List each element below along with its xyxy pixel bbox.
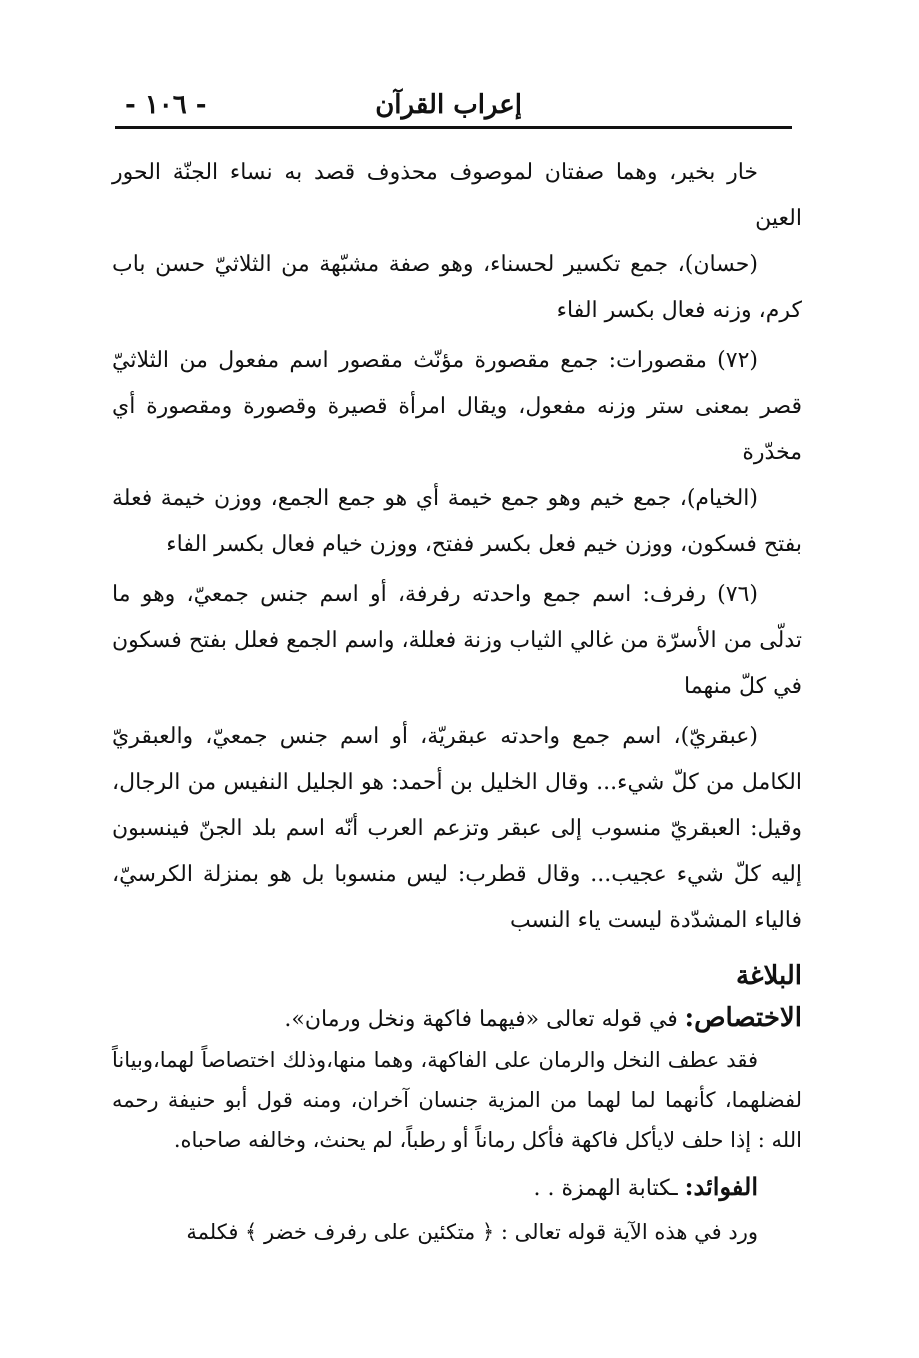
paragraph-1: خار بخير، وهما صفتان لموصوف محذوف قصد به نساء الجنّة الحور العين	[112, 160, 802, 231]
fawaid-heading-line	[112, 1164, 802, 1212]
paragraph-2: (حسان)، جمع تكسير لحسناء، وهو صفة مشبّهة من الثلاثيّ حسن باب كرم، وزنه فعال بكسر الفاء	[112, 252, 802, 323]
balagha-intro-line	[112, 998, 802, 1040]
page-header	[115, 84, 792, 126]
ikhtisas-term: الاختصاص:	[684, 1003, 802, 1033]
paragraph-6: (عبقريّ)، اسم جمع واحدته عبقريّة، أو اسم جنس جمعيّ، والعبقريّ الكامل من كلّ شيء... وقال الخليل بن أحمد: هو الجليل النفيس من الرجال، وقيل: العبقريّ منسوب إلى عبقر وتزعم العرب أنّه اسم بلد الجنّ فينسبون إليه كلّ شيء عجيب... وقال قطرب: ليس منسوبا بل هو بمنزلة الكرسيّ، فالياء المشدّدة ليست ياء النسب	[112, 724, 802, 933]
ikhtisas-intro: في قوله تعالى «فيهما فاكهة ونخل ورمان».	[284, 1007, 678, 1032]
balagha-heading: البلاغة	[735, 961, 802, 991]
fawaid-text: ورد في هذه الآية قوله تعالى : ﴿ متكئين على رفرف خضر ﴾ فكلمة	[186, 1220, 758, 1244]
page-body	[112, 150, 802, 1252]
fawaid-subtitle: ـكتابة الهمزة . .	[533, 1176, 678, 1201]
header-divider	[115, 126, 792, 129]
fawaid-heading: الفوائد:	[684, 1172, 758, 1201]
paragraph-3: (٧٢) مقصورات: جمع مقصورة مؤنّث مقصور اسم مفعول من الثلاثيّ قصر بمعنى ستر وزنه مفعول، ويقال امرأة قصيرة وقصورة ومقصورة أي مخدّرة	[112, 348, 802, 465]
page-number: - ١٠٦ -	[125, 90, 207, 120]
paragraph-5: (٧٦) رفرف: اسم جمع واحدته رفرفة، أو اسم جنس جمعيّ، وهو ما تدلّى من الأسرّة من غالي الثياب وزنة فعللة، واسم الجمع فعلل بفتح فسكون في كلّ منهما	[112, 582, 802, 699]
paragraph-4: (الخيام)، جمع خيم وهو جمع خيمة أي هو جمع الجمع، ووزن خيمة فعلة بفتح فسكون، ووزن خيم فعل بكسر ففتح، ووزن خيام فعال بكسر الفاء	[112, 486, 802, 557]
balagha-text: فقد عطف النخل والرمان على الفاكهة، وهما منها،وذلك اختصاصاً لهما،وبياناً لفضلهما، كأنهما لما لهما من المزية جنسان آخران، ومنه قول أبو حنيفة رحمه الله : إذا حلف لايأكل فاكهة فأكل رماناً أو رطباً، لم يحنث، وخالفه صاحباه.	[112, 1048, 802, 1152]
book-title: إعراب القرآن	[375, 90, 522, 120]
